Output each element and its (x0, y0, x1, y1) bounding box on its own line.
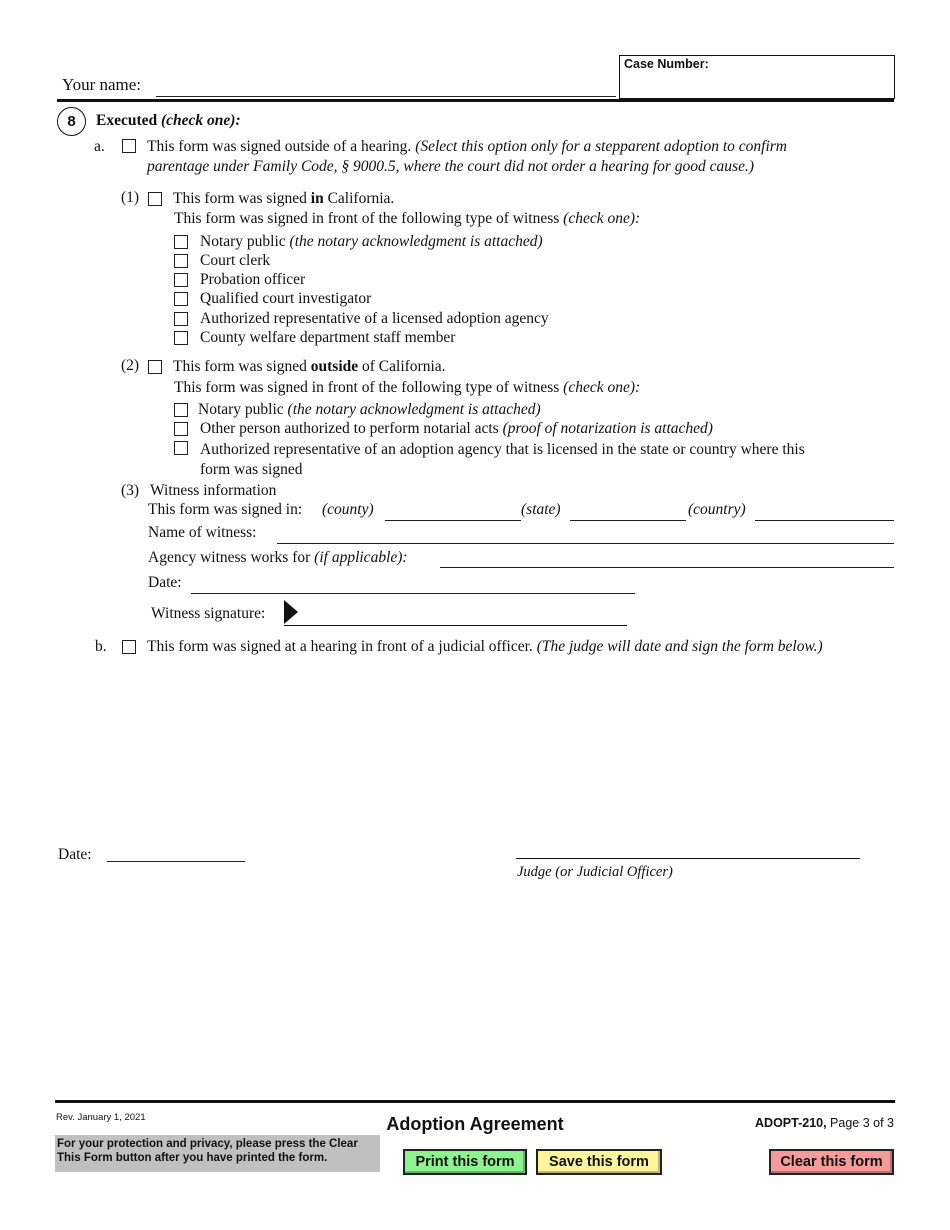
witness-date-field[interactable] (191, 593, 635, 594)
option-a-text: This form was signed outside of a hearing. (Select this option only for a stepparent adoption to confirm (147, 138, 788, 155)
option-a-letter: a. (94, 138, 105, 155)
country-label: (country) (688, 501, 746, 518)
sub3-title: Witness information (150, 482, 277, 499)
footer-rule (55, 1100, 895, 1103)
witness-name-field[interactable] (277, 543, 894, 544)
revision-date: Rev. January 1, 2021 (56, 1112, 146, 1123)
state-label: (state) (521, 501, 561, 518)
case-number-label: Case Number: (624, 57, 709, 71)
sub1-option-agency-label: Authorized representative of a licensed adoption agency (200, 310, 549, 327)
sub1-option-welfare-label: County welfare department staff member (200, 329, 456, 346)
country-field[interactable] (755, 520, 894, 521)
item-number-badge: 8 (57, 107, 86, 136)
option-a-checkbox[interactable] (122, 139, 136, 153)
sub1-option-agency-checkbox[interactable] (174, 312, 188, 326)
sub2-option-agency-label-cont: form was signed (200, 461, 303, 478)
sub2-witness-intro: This form was signed in front of the following type of witness (check one): (174, 379, 641, 396)
signature-arrow-icon (284, 600, 298, 624)
judge-date-label: Date: (58, 846, 92, 863)
sub3-number: (3) (121, 482, 140, 499)
sub1-checkbox[interactable] (148, 192, 162, 206)
sub2-option-notarial-checkbox[interactable] (174, 422, 188, 436)
sub1-option-investigator-label: Qualified court investigator (200, 290, 372, 307)
option-b-checkbox[interactable] (122, 640, 136, 654)
witness-date-label: Date: (148, 574, 182, 591)
sub2-option-notary-checkbox[interactable] (174, 403, 188, 417)
form-title: Adoption Agreement (386, 1114, 564, 1134)
privacy-notice: For your protection and privacy, please press the Clear This Form button after you have printed the form. (55, 1135, 380, 1172)
sub2-number: (2) (121, 357, 140, 374)
sub1-number: (1) (121, 189, 140, 206)
sub1-option-welfare-checkbox[interactable] (174, 331, 188, 345)
clear-form-button[interactable]: Clear this form (769, 1149, 894, 1175)
judge-label: Judge (or Judicial Officer) (517, 864, 673, 880)
sub1-option-probation-checkbox[interactable] (174, 273, 188, 287)
sub1-option-notary-label: Notary public (the notary acknowledgment is attached) (200, 233, 543, 250)
sub1-witness-intro: This form was signed in front of the following type of witness (check one): (174, 210, 641, 227)
case-number-box[interactable] (619, 55, 895, 99)
sub2-checkbox[interactable] (148, 360, 162, 374)
sub2-option-agency-checkbox[interactable] (174, 441, 188, 455)
option-a-note: parentage under Family Code, § 9000.5, where the court did not order a hearing for good cause.) (147, 158, 755, 175)
your-name-label: Your name: (62, 75, 142, 94)
county-label: (county) (322, 501, 374, 518)
sub2-text: This form was signed outside of California. (173, 358, 446, 375)
sub1-text: This form was signed in California. (173, 190, 395, 207)
agency-label: Agency witness works for (if applicable): (148, 549, 408, 566)
sub2-option-notary-label: Notary public (the notary acknowledgment is attached) (198, 401, 541, 418)
your-name-field[interactable] (156, 96, 616, 97)
state-field[interactable] (570, 520, 686, 521)
sub2-option-notarial-label: Other person authorized to perform notarial acts (proof of notarization is attached) (200, 420, 713, 437)
save-form-button[interactable]: Save this form (536, 1149, 662, 1175)
sub1-option-clerk-label: Court clerk (200, 252, 271, 269)
sub1-option-notary-checkbox[interactable] (174, 235, 188, 249)
sub1-option-clerk-checkbox[interactable] (174, 254, 188, 268)
witness-signature-label: Witness signature: (151, 605, 266, 622)
sub1-option-probation-label: Probation officer (200, 271, 306, 288)
header-rule (57, 99, 894, 106)
judge-signature-line[interactable] (516, 858, 860, 859)
print-form-button[interactable]: Print this form (403, 1149, 527, 1175)
county-field[interactable] (385, 520, 521, 521)
option-b-text: This form was signed at a hearing in front of a judicial officer. (The judge will date and sign the form below.) (147, 638, 823, 655)
form-id: ADOPT-210, Page 3 of 3 (755, 1116, 894, 1130)
witness-signature-field[interactable] (284, 625, 627, 626)
witness-name-label: Name of witness: (148, 524, 257, 541)
sub1-option-investigator-checkbox[interactable] (174, 292, 188, 306)
agency-field[interactable] (440, 567, 894, 568)
option-b-letter: b. (95, 638, 107, 655)
signed-in-label: This form was signed in: (148, 501, 303, 518)
item8-title: Executed (check one): (96, 112, 241, 129)
sub2-option-agency-label: Authorized representative of an adoption agency that is licensed in the state or country where this (200, 441, 805, 458)
judge-date-field[interactable] (107, 861, 245, 862)
